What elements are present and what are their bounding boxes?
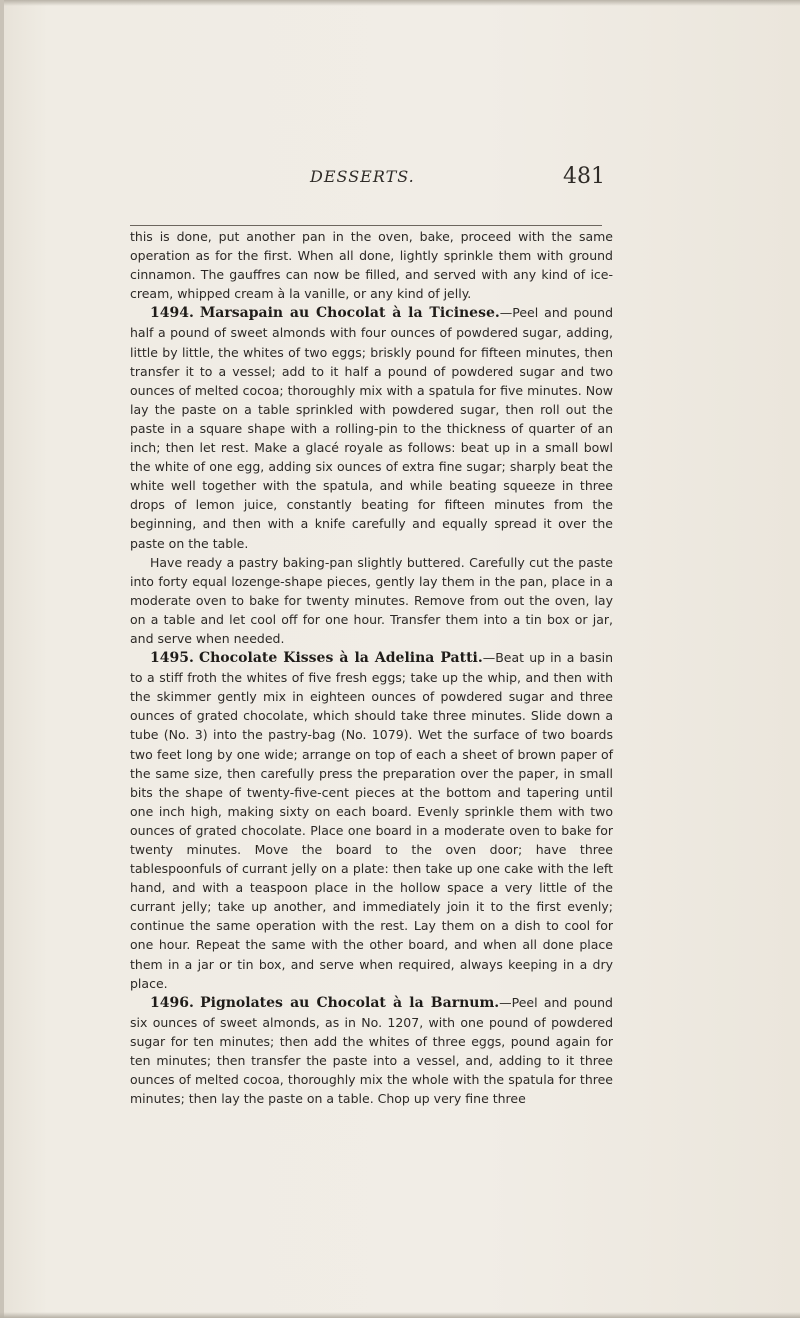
page-bottom-shadow	[0, 1312, 800, 1318]
page-top-shadow	[0, 0, 800, 6]
continuation-paragraph	[130, 227, 613, 303]
recipe-text: —Peel and pound half a pound of sweet almonds with four ounces of powdered sugar, adding, little by little, the whites of two eggs; briskly pound for fifteen minutes, then transfer it to a vessel; add to it half a pound of powdered sugar and two ounces of melted cocoa; thoroughly mix with a spatula for five minutes. Now lay the paste on a table sprinkled with powdered sugar, then roll out the paste in a square shape with a rolling-pin to the thickness of quarter of an inch; then let rest. Make a glacé royale as follows: beat up in a small bowl the white of one egg, adding six ounces of extra fine sugar; sharply beat the white well together with the spatula, and while beating squeeze in three drops of lemon juice, constantly beating for fifteen minutes from the beginning, and then with a knife carefully and equally spread it over the paste on the table.	[130, 305, 613, 551]
recipe-number: 1495.	[150, 650, 194, 667]
recipe-title: Pignolates au Chocolat à la Barnum.	[200, 994, 500, 1011]
recipe-1495	[130, 648, 613, 993]
recipe-text: —Peel and pound six ounces of sweet almonds, as in No. 1207, with one pound of powdered sugar for ten minutes; then add the whites of three eggs, pound again for ten minutes; then transfer the paste into a vessel, and, adding to it three ounces of melted cocoa, thoroughly mix the whole with the spatula for three minutes; then lay the paste on a table. Chop up very fine three	[130, 994, 613, 1107]
paragraph-text: this is done, put another pan in the oven, bake, proceed with the same operation as for the first. When all done, lightly sprinkle them with ground cinnamon. The gauffres can now be filled, and served with any kind of ice-cream, whipped cream à la vanille, or any kind of jelly.	[130, 229, 613, 302]
page-header	[0, 157, 800, 197]
body-text	[130, 227, 613, 1108]
recipe-1494	[130, 303, 613, 552]
paragraph-text: Have ready a pastry baking-pan slightly buttered. Carefully cut the paste into forty equal lozenge-shape pieces, gently lay them in the pan, place in a moderate oven to bake for twenty minutes. Remove from out the oven, lay on a table and let cool off for one hour. Transfer them into a tin box or jar, and serve when needed.	[130, 554, 613, 646]
recipe-text: —Beat up in a basin to a stiff froth the whites of five fresh eggs; take up the whip, and then with the skimmer gently mix in eighteen ounces of powdered sugar and three ounces of grated chocolate, which should take three minutes. Slide down a tube (No. 3) into the pastry-bag (No. 1079). Wet the surface of two boards two feet long by one wide; arrange on top of each a sheet of brown paper of the same size, then carefully press the preparation over the paper, in small bits the shape of twenty-five-cent pieces at the bottom and tapering until one inch high, making sixty on each board. Evenly sprinkle them with two ounces of grated chocolate. Place one board in a moderate oven to bake for twenty minutes. Move the board to the oven door; have three tablespoonfuls of currant jelly on a plate: then take up one cake with the left hand, and with a teaspoon place in the hollow space a very little of the currant jelly; take up another, and immediately join it to the first evenly; continue the same operation with the rest. Lay them on a dish to cool for one hour. Repeat the same with the other board, and when all done place them in a jar or tin box, and serve when required, always keeping in a dry place.	[130, 650, 614, 991]
recipe-number: 1494.	[150, 305, 194, 322]
running-head: DESSERTS.	[310, 167, 415, 186]
page-number: 481	[563, 164, 605, 189]
recipe-1496	[130, 993, 613, 1109]
recipe-number: 1496.	[150, 994, 194, 1011]
indented-paragraph	[130, 553, 613, 648]
header-rule	[130, 225, 602, 226]
recipe-title: Chocolate Kisses à la Adelina Patti.	[198, 650, 483, 667]
recipe-title: Marsapain au Chocolat à la Ticinese.	[199, 305, 500, 322]
page-binding-edge	[0, 0, 4, 1318]
